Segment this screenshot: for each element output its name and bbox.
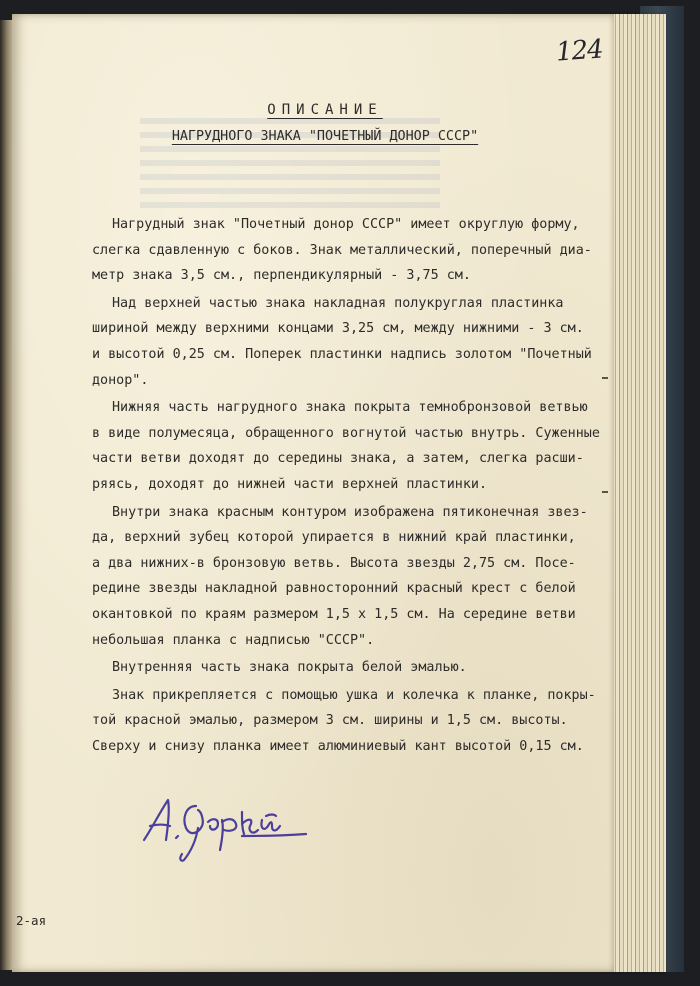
text-line: Нагрудный знак "Почетный донор СССР" имеет округлую форму, [112,217,580,232]
text-line: небольшая планка с надписью "СССР". [92,632,375,648]
text-line: редине звезды накладной равносторонний красный крест с белой [92,581,576,597]
text-line: Внутри знака красным контуром изображена пятиконечная звез- [112,504,588,520]
text-line: да, верхний зубец которой упирается в нижний край пластинки, [92,530,576,546]
text-line: донор". [92,372,149,388]
text-line: ряясь, доходят до нижней части верхней пластинки. [92,476,488,492]
text-line: окантовкой по краям размером 1,5 х 1,5 см. На середине ветви [92,606,576,622]
text-line: метр знака 3,5 см., перпендикулярный - 3,75 см. [92,268,471,284]
text-line: Знак прикрепляется с помощью ушка и колечка к планке, покры- [112,687,596,703]
text-line: шириной между верхними концами 3,25 см, между нижними - 3 см. [92,321,584,337]
handwritten-signature [138,788,308,868]
margin-tick [602,377,608,379]
margin-note: 2-ая [16,913,47,928]
text-line: Над верхней частью знака накладная полукруглая пластинка [112,295,564,311]
text-line: части ветви доходят до середины знака, а затем, слегка расши- [92,451,584,467]
text-line: Сверху и снизу планка имеет алюминиевый кант высотой 0,15 см. [92,738,584,754]
text-line: той красной эмалью, размером 3 см. ширины и 1,5 см. высоты. [92,713,568,729]
text-line: слегка сдавленную с боков. Знак металлический, поперечный диа- [92,242,592,258]
margin-tick [602,491,608,493]
text-line: а два нижних-в бронзовую ветвь. Высота звезды 2,75 см. Посе- [92,555,576,571]
text-line: в виде полумесяца, обращенного вогнутой частью внутрь. Суженные [92,425,600,441]
document-subtitle: НАГРУДНОГО ЗНАКА "ПОЧЕТНЫЙ ДОНОР СССР" [171,129,479,144]
document-title: ОПИСАНИЕ [267,102,383,118]
text-line: Внутренняя часть знака покрыта белой эмалью. [112,660,467,676]
document-body [92,212,612,759]
document-page [12,14,614,972]
text-line: Нижняя часть нагрудного знака покрыта темнобронзовой ветвью [112,400,588,416]
text-line: и высотой 0,25 см. Поперек пластинки надпись золотом "Почетный [92,346,592,362]
document-title-block [12,102,614,144]
folio-number: 124 [555,34,604,68]
